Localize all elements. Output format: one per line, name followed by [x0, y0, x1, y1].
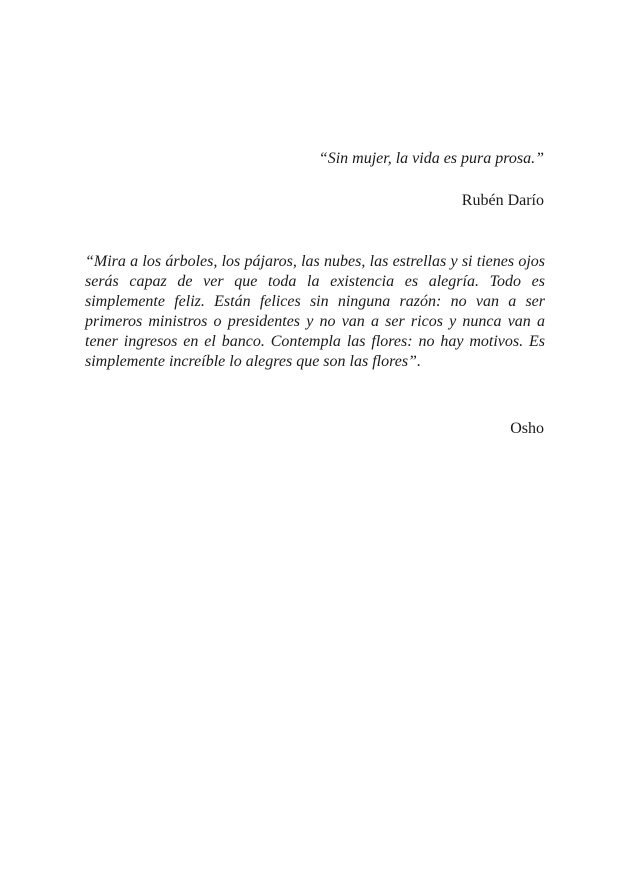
epigraph-quote: “Sin mujer, la vida es pura prosa.”: [318, 150, 544, 167]
epigraph-quote: “Mira a los árboles, los pájaros, las nubes, las estrellas y si tienes ojos serás capaz de ver que toda la existencia es alegría. Todo es simplemente feliz. Están felices sin ninguna razón: no van a ser primeros ministros o presidentes y no van a ser ricos y nunca van a tener ingresos en el banco. Contempla las flores: no hay motivos. Es simplemente increíble lo alegres que son las flores”.: [85, 253, 545, 370]
epigraph-author: Osho: [510, 420, 544, 437]
epigraph-author: Rubén Darío: [461, 192, 544, 209]
